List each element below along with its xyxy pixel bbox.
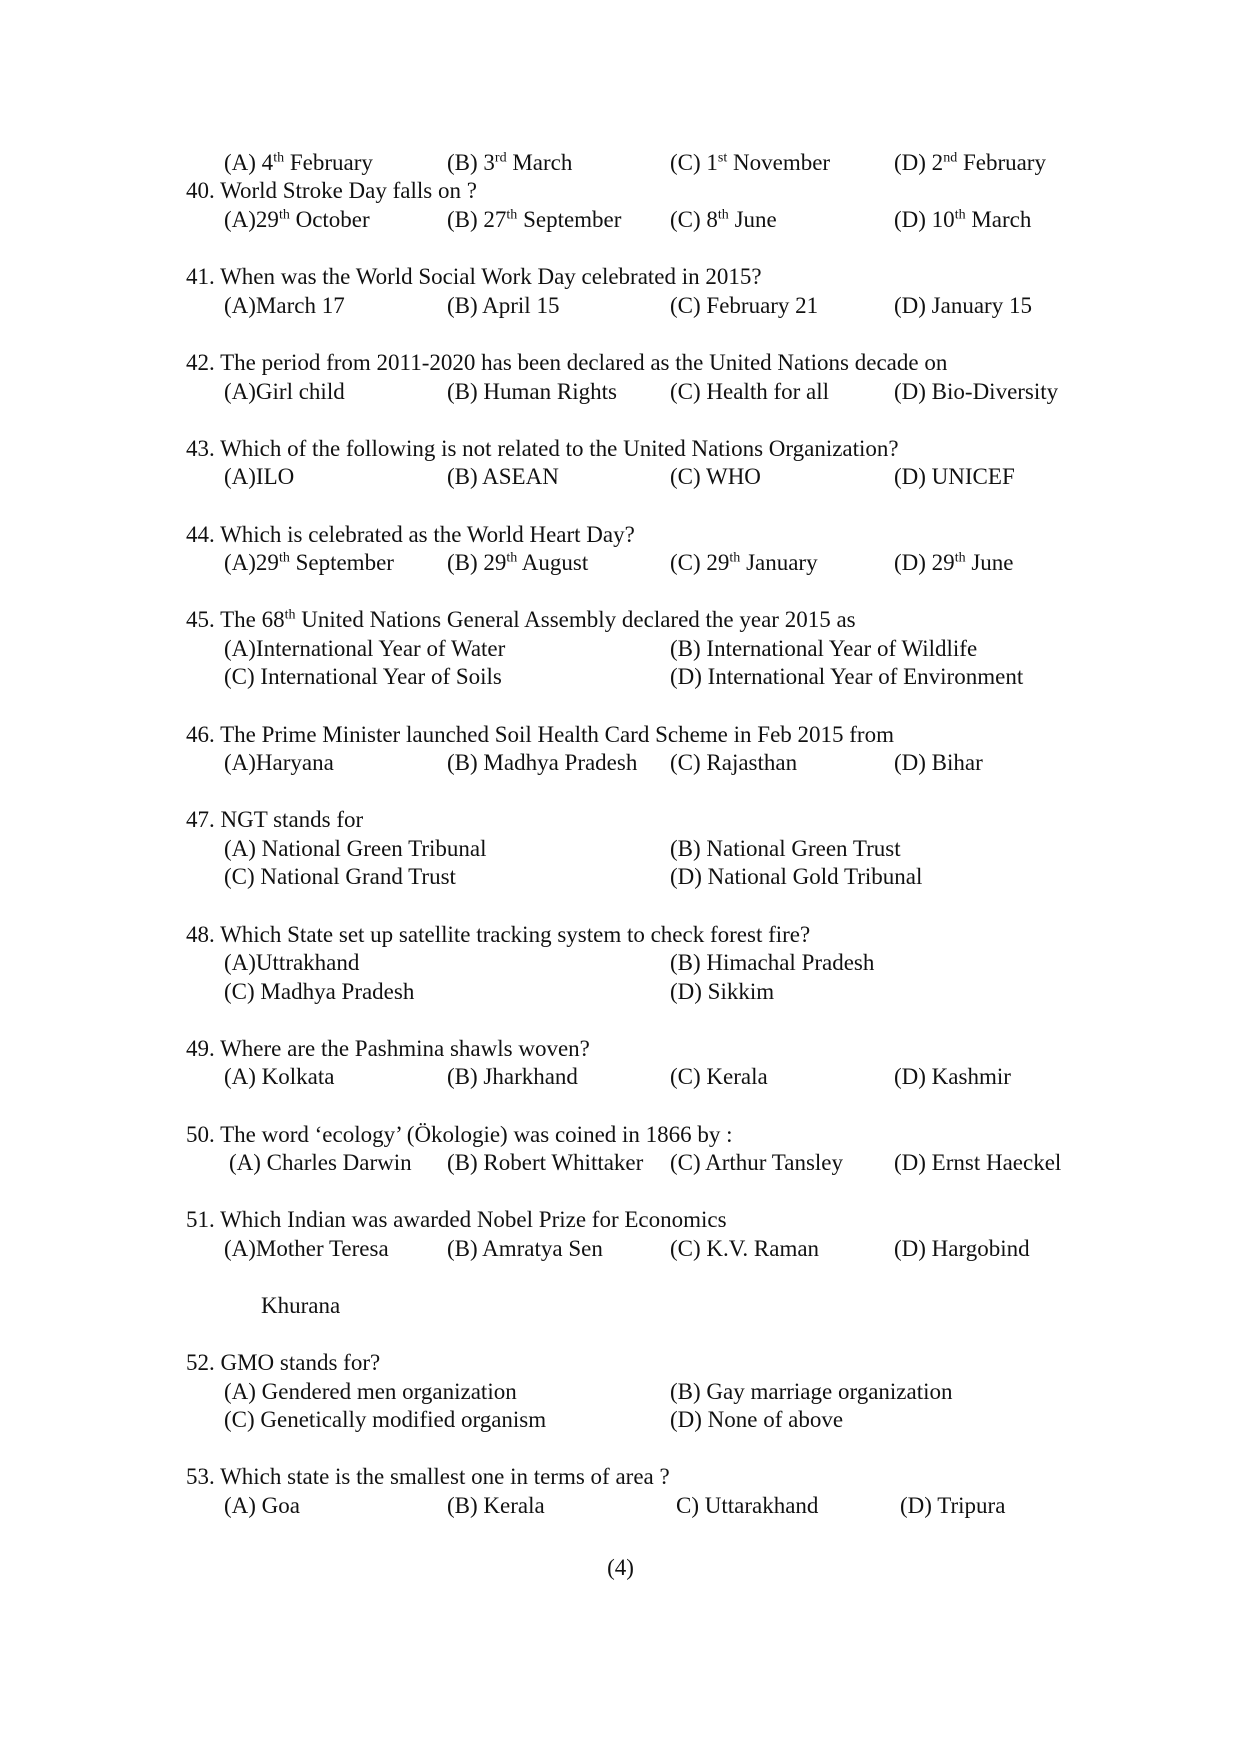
option-c: (C) National Grand Trust <box>224 864 456 889</box>
question-51-continuation <box>0 1291 1241 1321</box>
option-b: (B) National Green Trust <box>670 836 901 861</box>
option-c: (C) Kerala <box>670 1064 768 1089</box>
option-a: (A)Haryana <box>224 750 334 775</box>
option-c: (C) K.V. Raman <box>670 1236 820 1261</box>
question-52 <box>0 1348 1241 1378</box>
option-d: (D) Ernst Haeckel <box>894 1150 1062 1175</box>
option-d: (D) 29th June <box>894 550 1014 575</box>
option-d: (D) None of above <box>670 1407 844 1432</box>
question-45-options-row-2 <box>0 662 1241 692</box>
question-text: 49. Where are the Pashmina shawls woven? <box>186 1036 590 1061</box>
question-40 <box>0 176 1241 206</box>
question-text: 45. The 68th United Nations General Assembly declared the year 2015 as <box>186 607 856 632</box>
option-a: (A) Charles Darwin <box>229 1150 412 1175</box>
option-d: (D) Bio-Diversity <box>894 379 1059 404</box>
question-50 <box>0 1120 1241 1150</box>
option-d: (D) 2nd February <box>894 150 1046 175</box>
question-48-options-row-2 <box>0 977 1241 1007</box>
option-d: (D) International Year of Environment <box>670 664 1024 689</box>
question-47-options-row-1 <box>0 834 1241 864</box>
question-43 <box>0 434 1241 464</box>
option-d: (D) National Gold Tribunal <box>670 864 923 889</box>
option-b: (B) Kerala <box>447 1493 545 1518</box>
option-c: (C) Rajasthan <box>670 750 798 775</box>
option-d-continuation: Khurana <box>261 1293 341 1318</box>
question-42 <box>0 348 1241 378</box>
question-47 <box>0 805 1241 835</box>
option-b: (B) April 15 <box>447 293 560 318</box>
question-52-options-row-2 <box>0 1405 1241 1435</box>
question-46 <box>0 720 1241 750</box>
question-41-options <box>0 291 1241 321</box>
option-b: (B) 3rd March <box>447 150 573 175</box>
question-44 <box>0 520 1241 550</box>
option-c: (C) Arthur Tansley <box>670 1150 843 1175</box>
question-text: 46. The Prime Minister launched Soil Health Card Scheme in Feb 2015 from <box>186 722 894 747</box>
question-50-options <box>0 1148 1241 1178</box>
option-a: (A) Goa <box>224 1493 300 1518</box>
option-a: (A)29th October <box>224 207 370 232</box>
question-48-options-row-1 <box>0 948 1241 978</box>
option-d: (D) Sikkim <box>670 979 775 1004</box>
option-c: (C) Health for all <box>670 379 830 404</box>
option-b: (B) 29th August <box>447 550 589 575</box>
option-c: (C) International Year of Soils <box>224 664 502 689</box>
option-d: (D) Kashmir <box>894 1064 1011 1089</box>
question-43-options <box>0 462 1241 492</box>
option-b: (B) International Year of Wildlife <box>670 636 978 661</box>
option-a: (A)29th September <box>224 550 394 575</box>
question-text: 43. Which of the following is not related to the United Nations Organization? <box>186 436 899 461</box>
option-d: (D) January 15 <box>894 293 1032 318</box>
option-c: C) Uttarakhand <box>676 1493 819 1518</box>
option-a: (A)Uttrakhand <box>224 950 360 975</box>
option-b: (B) Robert Whittaker <box>447 1150 644 1175</box>
question-44-options <box>0 548 1241 578</box>
option-a: (A)Girl child <box>224 379 345 404</box>
question-51-options <box>0 1234 1241 1264</box>
option-c: (C) Genetically modified organism <box>224 1407 547 1432</box>
question-42-options <box>0 377 1241 407</box>
question-49-options <box>0 1062 1241 1092</box>
page-number: (4) <box>607 1555 634 1580</box>
option-d: (D) 10th March <box>894 207 1032 232</box>
question-53 <box>0 1462 1241 1492</box>
option-a: (A)Mother Teresa <box>224 1236 389 1261</box>
option-c: (C) 29th January <box>670 550 818 575</box>
question-49 <box>0 1034 1241 1064</box>
option-a: (A) Gendered men organization <box>224 1379 517 1404</box>
question-48 <box>0 920 1241 950</box>
question-text: 48. Which State set up satellite tracking system to check forest fire? <box>186 922 811 947</box>
option-b: (B) Jharkhand <box>447 1064 578 1089</box>
option-c: (C) Madhya Pradesh <box>224 979 415 1004</box>
option-a: (A)ILO <box>224 464 295 489</box>
option-b: (B) 27th September <box>447 207 622 232</box>
question-text: 53. Which state is the smallest one in terms of area ? <box>186 1464 670 1489</box>
question-text: 44. Which is celebrated as the World Heart Day? <box>186 522 635 547</box>
question-40-options <box>0 205 1241 235</box>
question-45-options-row-1 <box>0 634 1241 664</box>
option-c: (C) WHO <box>670 464 761 489</box>
option-a: (A) 4th February <box>224 150 373 175</box>
option-b: (B) ASEAN <box>447 464 559 489</box>
question-text: 42. The period from 2011-2020 has been declared as the United Nations decade on <box>186 350 948 375</box>
question-46-options <box>0 748 1241 778</box>
option-a: (A) Kolkata <box>224 1064 335 1089</box>
option-d: (D) Tripura <box>900 1493 1006 1518</box>
question-text: 47. NGT stands for <box>186 807 364 832</box>
question-41 <box>0 262 1241 292</box>
prev-question-options <box>0 148 1241 178</box>
option-d: (D) Bihar <box>894 750 983 775</box>
option-a: (A) National Green Tribunal <box>224 836 487 861</box>
question-52-options-row-1 <box>0 1377 1241 1407</box>
question-text: 41. When was the World Social Work Day celebrated in 2015? <box>186 264 762 289</box>
option-c: (C) 8th June <box>670 207 777 232</box>
option-b: (B) Madhya Pradesh <box>447 750 638 775</box>
option-a: (A)International Year of Water <box>224 636 506 661</box>
question-45 <box>0 605 1241 635</box>
question-text: 50. The word ‘ecology’ (Ökologie) was coined in 1866 by : <box>186 1122 733 1147</box>
option-d: (D) Hargobind <box>894 1236 1030 1261</box>
question-51 <box>0 1205 1241 1235</box>
question-text: 51. Which Indian was awarded Nobel Prize for Economics <box>186 1207 727 1232</box>
option-b: (B) Gay marriage organization <box>670 1379 953 1404</box>
option-b: (B) Amratya Sen <box>447 1236 603 1261</box>
option-b: (B) Human Rights <box>447 379 617 404</box>
question-text: 40. World Stroke Day falls on ? <box>186 178 477 203</box>
option-a: (A)March 17 <box>224 293 345 318</box>
option-d: (D) UNICEF <box>894 464 1015 489</box>
question-53-options <box>0 1491 1241 1521</box>
question-47-options-row-2 <box>0 862 1241 892</box>
question-text: 52. GMO stands for? <box>186 1350 381 1375</box>
option-c: (C) February 21 <box>670 293 819 318</box>
option-c: (C) 1st November <box>670 150 831 175</box>
option-b: (B) Himachal Pradesh <box>670 950 875 975</box>
